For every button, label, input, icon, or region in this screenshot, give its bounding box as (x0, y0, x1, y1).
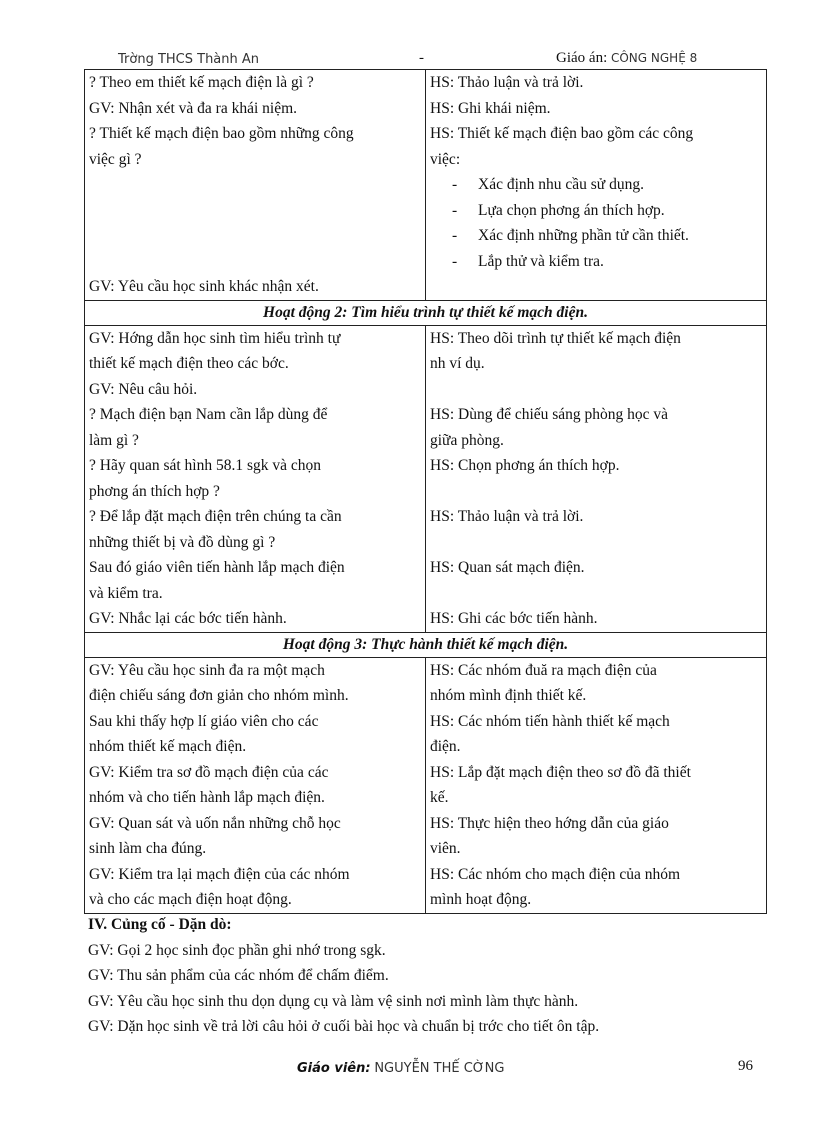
student-column (426, 325, 767, 632)
table-line: GV: Nhận xét và đa ra khái niệm. (89, 99, 298, 117)
teacher-column (85, 70, 426, 301)
spacer (430, 530, 762, 556)
spacer (430, 581, 762, 607)
table-line: HS: Thảo luận và trả lời. (430, 74, 584, 91)
section-title: IV. Củng cố - Dặn dò: (88, 916, 232, 933)
table-line: phơng án thích hợp ? (89, 482, 220, 500)
table-row (85, 300, 767, 325)
spacer (89, 249, 421, 275)
table-line: Sau khi thấy hợp lí giáo viên cho các (89, 712, 319, 730)
list-item: GV: Dặn học sinh về trả lời câu hỏi ở cuối bài học và chuẩn bị trớc cho tiết ôn tập. (88, 1018, 600, 1035)
table-line: HS: Các nhóm đuă ra mạch điện của (430, 661, 657, 679)
table-line: mình hoạt động. (430, 891, 532, 908)
bullet-dash: - (452, 252, 458, 270)
spacer (89, 198, 421, 224)
student-column (426, 70, 767, 301)
table-line: điện chiếu sáng đơn giản cho nhóm mình. (89, 687, 349, 704)
table-line: nh ví dụ. (430, 355, 485, 372)
spacer (89, 172, 421, 198)
table-line: GV: Kiểm tra sơ đồ mạch điện của các (89, 763, 329, 781)
list-item (430, 172, 762, 198)
table-line: những thiết bị và đồ dùng gì ? (89, 533, 276, 551)
page-number: 96 (738, 1058, 753, 1074)
table-line: nhóm và cho tiến hành lắp mạch điện. (89, 789, 325, 806)
table-line: HS: Lắp đặt mạch điện theo sơ đồ đã thiết (430, 763, 691, 781)
table-line: nhóm thiết kế mạch điện. (89, 738, 247, 755)
table-line: GV: Yêu cầu học sinh khác nhận xét. (89, 278, 319, 295)
table-line: và kiểm tra. (89, 584, 163, 602)
table-line: HS: Các nhóm tiến hành thiết kế mạch (430, 712, 670, 730)
bullet-dash: - (452, 227, 458, 244)
table-line: HS: Thực hiện theo hớng dẫn của giáo (430, 814, 669, 832)
table-row (85, 632, 767, 657)
teacher-label: Giáo viên: (297, 1061, 371, 1076)
list-item: GV: Yêu cầu học sinh thu dọn dụng cụ và làm vệ sinh nơi mình làm thực hành. (88, 992, 579, 1010)
subject-name: CÔNG NGHỆ 8 (610, 51, 698, 65)
table-line: HS: Thảo luận và trả lời. (430, 508, 584, 525)
table-line: GV: Kiểm tra lại mạch điện của các nhóm (89, 865, 350, 883)
school-name: Trờng THCS Thành An (118, 52, 260, 67)
bullet-dash: - (452, 176, 458, 193)
table-line: HS: Quan sát mạch điện. (430, 559, 585, 576)
table-line: ? Thiết kế mạch điện bao gồm những công (89, 125, 354, 142)
page-footer (0, 1058, 816, 1082)
list-item (430, 249, 762, 275)
activity-3-heading: Hoạt động 3: Thực hành thiết kế mạch điện. (85, 632, 767, 657)
table-row (85, 657, 767, 913)
table-row (85, 70, 767, 301)
table-line: HS: Thiết kế mạch điện bao gồm các công (430, 125, 694, 142)
table-line: HS: Dùng để chiếu sáng phòng học và (430, 406, 669, 423)
table-line: ? Theo em thiết kế mạch điện là gì ? (89, 74, 314, 91)
table-line: và cho các mạch điện hoạt động. (89, 891, 292, 908)
table-line: GV: Quan sát và uốn nắn những chỗ học (89, 814, 341, 832)
list-item-text: Lắp thử và kiểm tra. (478, 252, 604, 270)
list-item-text: Xác định nhu cầu sử dụng. (478, 176, 644, 193)
page-header (0, 50, 816, 70)
table-line: sinh làm cha đúng. (89, 840, 207, 857)
table-line: việc gì ? (89, 150, 142, 168)
table-line: GV: Yêu cầu học sinh đa ra một mạch (89, 661, 325, 679)
table-line: GV: Nhắc lại các bớc tiến hành. (89, 610, 287, 627)
spacer (430, 377, 762, 403)
table-line: ? Để lắp đặt mạch điện trên chúng ta cần (89, 508, 342, 525)
table-line: HS: Ghi các bớc tiến hành. (430, 610, 598, 627)
spacer (430, 479, 762, 505)
table-line: điện. (430, 738, 461, 755)
teacher-signature (297, 1060, 504, 1077)
table-line: kế. (430, 789, 449, 806)
student-column (426, 657, 767, 913)
list-item (430, 223, 762, 249)
consolidation-section (88, 912, 778, 1040)
table-line: Sau đó giáo viên tiến hành lắp mạch điện (89, 559, 345, 576)
spacer (89, 223, 421, 249)
table-row (85, 325, 767, 632)
table-line: HS: Các nhóm cho mạch điện của nhóm (430, 865, 681, 883)
lesson-table (84, 69, 767, 914)
table-line: HS: Chọn phơng án thích hợp. (430, 457, 620, 474)
plan-label: Giáo án: (556, 50, 608, 66)
lesson-plan-label (556, 50, 697, 67)
table-line: HS: Theo dõi trình tự thiết kế mạch điện (430, 329, 681, 347)
teacher-name: NGUYỄN THẾ CỜNG (374, 1061, 505, 1076)
table-line: nhóm mình định thiết kế. (430, 687, 587, 704)
table-line: ? Mạch điện bạn Nam cần lắp dùng để (89, 406, 328, 423)
table-line: giữa phòng. (430, 431, 504, 449)
teacher-column (85, 325, 426, 632)
table-line: thiết kế mạch điện theo các bớc. (89, 355, 289, 372)
bullet-dash: - (452, 201, 458, 219)
activity-2-heading: Hoạt động 2: Tìm hiểu trình tự thiết kế mạch điện. (85, 300, 767, 325)
list-item-text: Lựa chọn phơng án thích hợp. (478, 201, 665, 219)
table-line: HS: Ghi khái niệm. (430, 99, 551, 117)
table-line: ? Hãy quan sát hình 58.1 sgk và chọn (89, 457, 322, 474)
table-line: viên. (430, 840, 461, 857)
table-line: làm gì ? (89, 431, 139, 449)
list-item: GV: Gọi 2 học sinh đọc phần ghi nhớ trong sgk. (88, 941, 386, 959)
list-item: GV: Thu sản phẩm của các nhóm để chấm điểm. (88, 967, 389, 984)
list-item-text: Xác định những phần tử cần thiết. (478, 227, 689, 244)
table-line: GV: Hớng dẫn học sinh tìm hiểu trình tự (89, 329, 341, 347)
table-line: việc: (430, 150, 461, 168)
header-dash: - (419, 50, 424, 66)
table-line: GV: Nêu câu hỏi. (89, 380, 198, 398)
list-item (430, 198, 762, 224)
teacher-column (85, 657, 426, 913)
